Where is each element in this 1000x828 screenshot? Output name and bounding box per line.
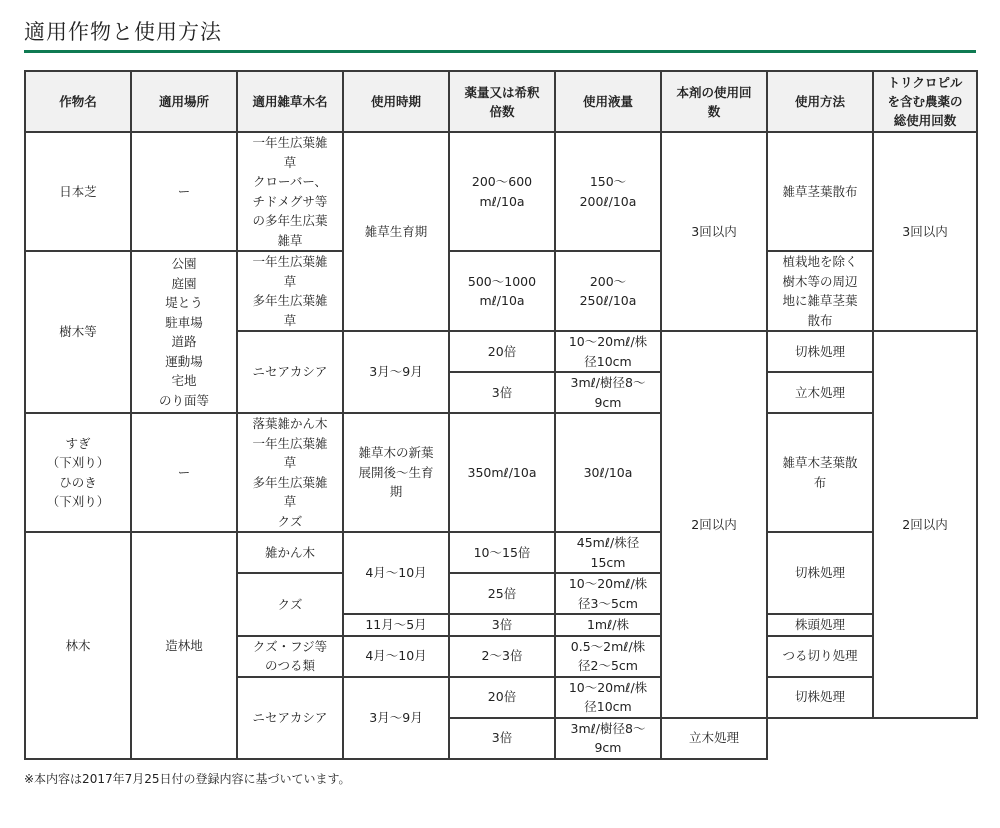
crop-usage-table	[24, 70, 978, 760]
cell-time: 雑草木の新葉 展開後〜生育 期	[343, 413, 449, 532]
table-row	[25, 132, 977, 251]
cell-weed: ニセアカシア	[237, 677, 343, 759]
cell-weed: クズ	[237, 573, 343, 636]
cell-dose: 25倍	[449, 573, 555, 614]
page-title: 適用作物と使用方法	[24, 20, 222, 44]
cell-method: つる切り処理	[767, 636, 873, 677]
cell-liquid: 10〜20mℓ/株 径10cm	[555, 677, 661, 718]
cell-time: 雑草生育期	[343, 132, 449, 331]
cell-count: 3回以内	[661, 132, 767, 331]
registration-footnote: ※本内容は2017年7月25日付の登録内容に基づいています。	[24, 772, 351, 786]
cell-method: 株頭処理	[767, 614, 873, 636]
cell-dose: 3倍	[449, 372, 555, 413]
header-time: 使用時期	[343, 71, 449, 132]
header-crop: 作物名	[25, 71, 131, 132]
cell-time: 11月〜5月	[343, 614, 449, 636]
cell-place: 造林地	[131, 532, 237, 759]
cell-method: 雑草茎葉散布	[767, 132, 873, 251]
cell-liquid: 0.5〜2mℓ/株 径2〜5cm	[555, 636, 661, 677]
table-row	[25, 532, 977, 573]
cell-liquid: 10〜20mℓ/株 径10cm	[555, 331, 661, 372]
cell-weed: 落葉雑かん木 一年生広葉雑 草 多年生広葉雑 草 クズ	[237, 413, 343, 532]
header-weed: 適用雑草木名	[237, 71, 343, 132]
cell-method: 立木処理	[767, 372, 873, 413]
header-count: 本剤の使用回 数	[661, 71, 767, 132]
cell-time: 4月〜10月	[343, 532, 449, 614]
cell-dose: 500〜1000 mℓ/10a	[449, 251, 555, 331]
cell-crop: 林木	[25, 532, 131, 759]
header-total: トリクロピル を含む農薬の 総使用回数	[873, 71, 977, 132]
cell-dose: 3倍	[449, 718, 555, 759]
cell-method: 立木処理	[661, 718, 767, 759]
cell-weed: クズ・フジ等 のつる類	[237, 636, 343, 677]
cell-dose: 350mℓ/10a	[449, 413, 555, 532]
cell-total: 2回以内	[873, 331, 977, 718]
cell-crop: 樹木等	[25, 251, 131, 413]
header-method: 使用方法	[767, 71, 873, 132]
cell-time: 3月〜9月	[343, 677, 449, 759]
cell-time: 4月〜10月	[343, 636, 449, 677]
cell-dose: 20倍	[449, 677, 555, 718]
cell-method: 雑草木茎葉散 布	[767, 413, 873, 532]
table-row	[25, 413, 977, 532]
cell-method: 切株処理	[767, 677, 873, 718]
cell-total: 3回以内	[873, 132, 977, 331]
header-dose: 薬量又は希釈 倍数	[449, 71, 555, 132]
cell-dose: 2〜3倍	[449, 636, 555, 677]
cell-liquid: 10〜20mℓ/株 径3〜5cm	[555, 573, 661, 614]
cell-liquid: 1mℓ/株	[555, 614, 661, 636]
cell-count: 2回以内	[661, 331, 767, 718]
cell-method: 切株処理	[767, 331, 873, 372]
heading-divider	[24, 50, 976, 53]
cell-dose: 20倍	[449, 331, 555, 372]
cell-place: ー	[131, 413, 237, 532]
cell-dose: 200〜600 mℓ/10a	[449, 132, 555, 251]
cell-crop: 日本芝	[25, 132, 131, 251]
cell-liquid: 150〜 200ℓ/10a	[555, 132, 661, 251]
cell-liquid: 3mℓ/樹径8〜 9cm	[555, 372, 661, 413]
cell-weed: ニセアカシア	[237, 331, 343, 413]
cell-liquid: 3mℓ/樹径8〜 9cm	[555, 718, 661, 759]
cell-dose: 3倍	[449, 614, 555, 636]
cell-liquid: 200〜 250ℓ/10a	[555, 251, 661, 331]
cell-method: 切株処理	[767, 532, 873, 614]
cell-crop: すぎ （下刈り） ひのき （下刈り）	[25, 413, 131, 532]
cell-weed: 雑かん木	[237, 532, 343, 573]
header-row	[25, 71, 977, 132]
header-liquid: 使用液量	[555, 71, 661, 132]
header-place: 適用場所	[131, 71, 237, 132]
table-row	[25, 251, 977, 331]
cell-time: 3月〜9月	[343, 331, 449, 413]
cell-liquid: 45mℓ/株径 15cm	[555, 532, 661, 573]
cell-dose: 10〜15倍	[449, 532, 555, 573]
cell-weed: 一年生広葉雑 草 多年生広葉雑 草	[237, 251, 343, 331]
cell-place: 公園 庭園 堤とう 駐車場 道路 運動場 宅地 のり面等	[131, 251, 237, 413]
cell-weed: 一年生広葉雑 草 クローバー、 チドメグサ等 の多年生広葉 雑草	[237, 132, 343, 251]
cell-method: 植栽地を除く 樹木等の周辺 地に雑草茎葉 散布	[767, 251, 873, 331]
cell-liquid: 30ℓ/10a	[555, 413, 661, 532]
cell-place: ー	[131, 132, 237, 251]
